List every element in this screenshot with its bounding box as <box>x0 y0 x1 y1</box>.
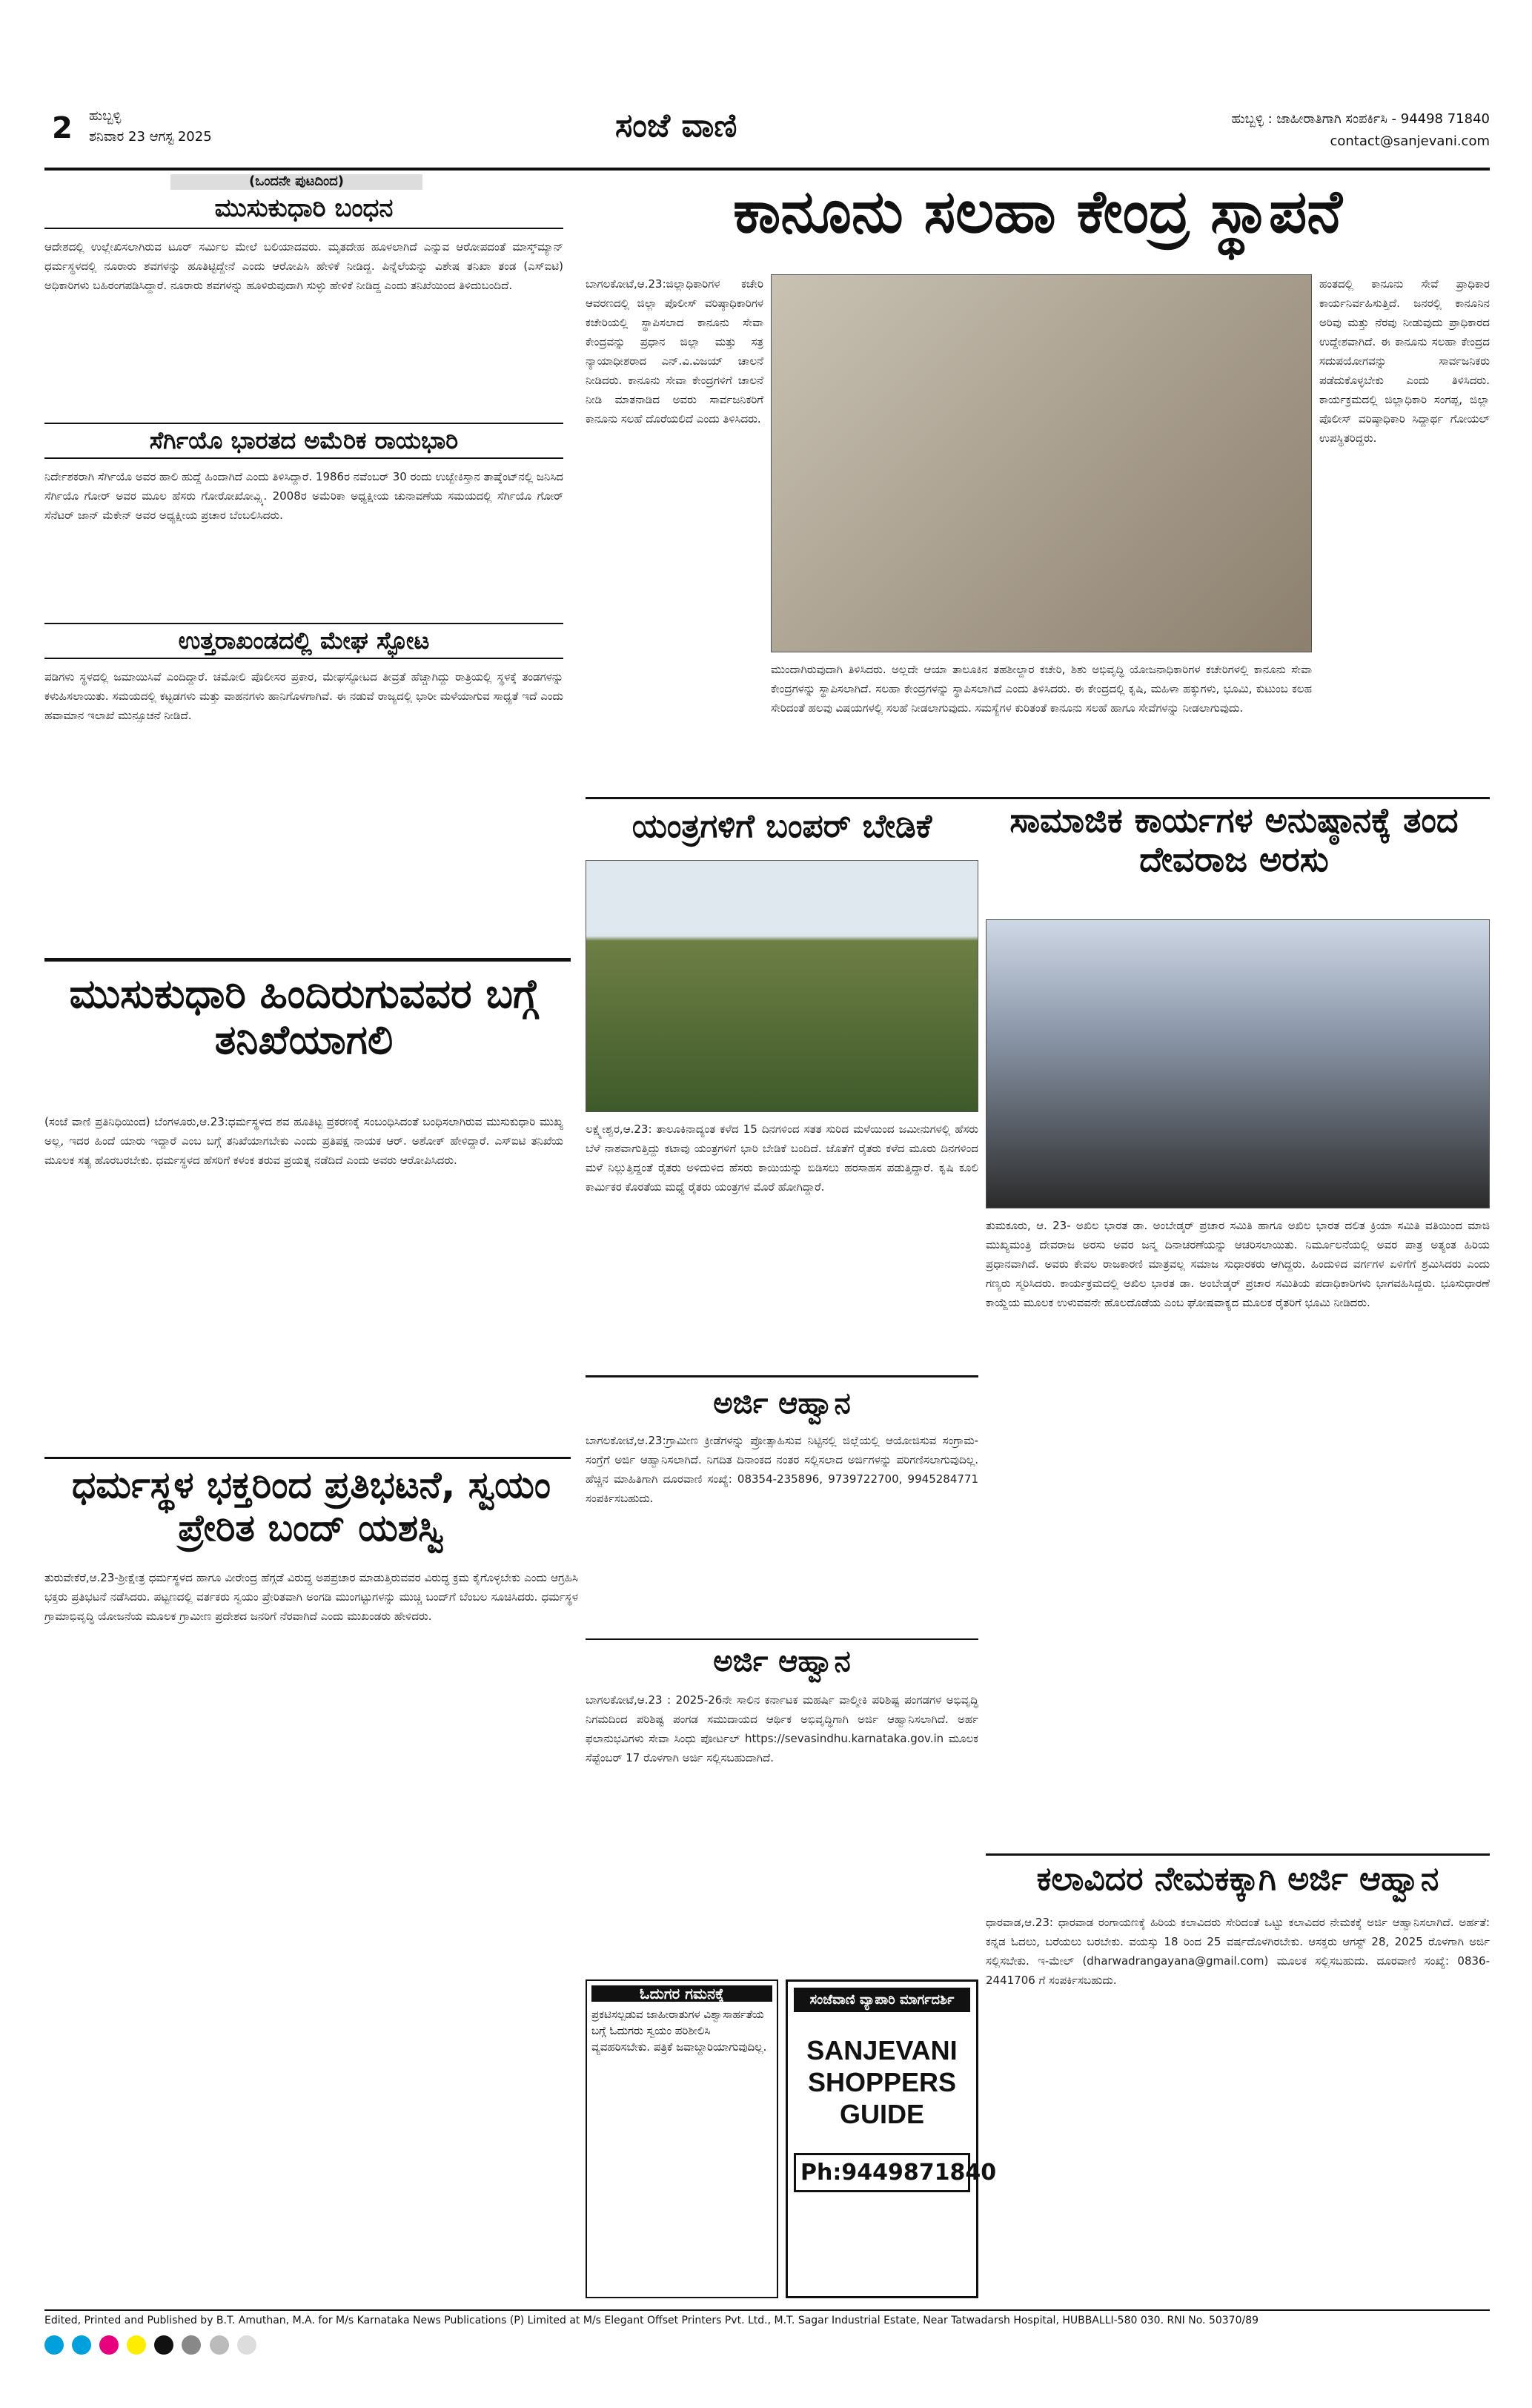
article-uttarakhand-cloudburst: ಪಡಿಗಳು ಸ್ಥಳದಲ್ಲಿ ಜಮಾಯಿಸಿವೆ ಎಂದಿದ್ದಾರೆ. ಚಮೋಲಿ ಪೊಲೀಸರ ಪ್ರಕಾರ, ಮೇಘಸ್ಫೋಟದ ತೀವ್ರತೆ ಹೆಚ್ಚಾಗಿದ್ದು ರಾತ್ರಿಯಲ್ಲಿ ಸ್ಥಳಕ್ಕೆ ತಂಡಗಳನ್ನು ಕಳುಹಿಸಲಾಯಿತು. ಸಮಯದಲ್ಲಿ ಕಟ್ಟಡಗಳು ಮತ್ತು ವಾಹನಗಳು ಹಾನಿಗೊಳಗಾಗಿವೆ. ಈ ನಡುವೆ ರಾಜ್ಯದಲ್ಲಿ ಭಾರೀ ಮಳೆಯಾಗುವ ಸಾಧ್ಯತೆ ಇದೆ ಎಂದು ಹವಾಮಾನ ಇಲಾಖೆ ಮುನ್ಸೂಚನೆ ನೀಡಿದೆ. <box>44 670 563 722</box>
divider <box>586 797 1490 799</box>
headline-artist-recruitment: ಕಲಾವಿದರ ನೇಮಕಕ್ಕಾಗಿ ಅರ್ಜಿ ಆಹ್ವಾನ <box>1036 1860 1439 1898</box>
headline-machine-demand: ಯಂತ್ರಗಳಿಗೆ ಬಂಪರ್ ಬೇಡಿಕೆ <box>631 807 932 845</box>
article-dharmasthala-protest: ತುರುವೇಕೆರೆ,ಆ.23-ಶ್ರೀಕ್ಷೇತ್ರ ಧರ್ಮಸ್ಥಳದ ಹಾಗೂ ವೀರೇಂದ್ರ ಹೆಗ್ಗಡೆ ವಿರುದ್ಧ ಅಪಪ್ರಚಾರ ಮಾಡುತ್ತಿರುವವರ ವಿರುದ್ಧ ಕ್ರಮ ಕೈಗೊಳ್ಳಬೇಕು ಎಂದು ಆಗ್ರಹಿಸಿ ಭಕ್ತರು ಪ್ರತಿಭಟನೆ ನಡೆಸಿದರು. ಪಟ್ಟಣದಲ್ಲಿ ವರ್ತಕರು ಸ್ವಯಂ ಪ್ರೇರಿತವಾಗಿ ಅಂಗಡಿ ಮುಂಗಟ್ಟುಗಳನ್ನು ಮುಚ್ಚಿ ಬಂದ್‌ಗೆ ಬೆಂಬಲ ಸೂಚಿಸಿದರು. ಧರ್ಮಸ್ಥಳ ಗ್ರಾಮಾಭಿವೃದ್ಧಿ ಯೋಜನೆಯ ಮೂಲಕ ಗ್ರಾಮೀಣ ಪ್ರದೇಶದ ಜನರಿಗೆ ನೆರವಾಗಿದೆ ಎಂದು ಮುಖಂಡರು ಹೇಳಿದರು. <box>44 1571 578 1623</box>
color-dot <box>99 2335 119 2355</box>
city-label: ಹುಬ್ಬಳ್ಳಿ <box>89 108 122 124</box>
headline-application-invite-2: ಅರ್ಜಿ ಆಹ್ವಾನ <box>586 1638 978 1678</box>
headline-uttarakhand-cloudburst: ಉತ್ತರಾಖಂಡದಲ್ಲಿ ಮೇಘ ಸ್ಫೋಟ <box>44 623 563 659</box>
shoppers-guide-title: SANJEVANI SHOPPERS GUIDE <box>806 2035 958 2130</box>
color-dot <box>237 2335 256 2355</box>
shoppers-guide-phone: Ph:9449871840 <box>794 2153 970 2192</box>
registration-marks <box>44 2335 1490 2365</box>
article-machine-demand: ಲಕ್ಷ್ಮೇಶ್ವರ,ಆ.23: ತಾಲೂಕಿನಾದ್ಯಂತ ಕಳೆದ 15 ದಿನಗಳಿಂದ ಸತತ ಸುರಿದ ಮಳೆಯಿಂದ ಜಮೀನುಗಳಲ್ಲಿ ಹೆಸರು ಬೆಳೆ ನಾಶವಾಗುತ್ತಿದ್ದು ಕಟಾವು ಯಂತ್ರಗಳಿಗೆ ಭಾರಿ ಬೇಡಿಕೆ ಬಂದಿದೆ. ಜೊತೆಗೆ ರೈತರು ಕಳೆದ ಮೂರು ದಿನಗಳಿಂದ ಮಳೆ ನಿಲ್ಲುತ್ತಿದ್ದಂತೆ ರೈತರು ಅಳಿದುಳಿದ ಹೆಸರು ಕಾಯಿಯನ್ನು ಬಿಡಿಸಲು ಹರಸಾಹಸ ಪಡುತ್ತಿದ್ದಾರೆ. ಕೃಷಿ ಕೂಲಿ ಕಾರ್ಮಿಕರ ಕೊರತೆಯ ಮಧ್ಯೆ ರೈತರು ಯಂತ್ರಗಳ ಮೊರೆ ಹೋಗಿದ್ದಾರೆ. <box>586 1122 978 1194</box>
shoppers-guide-ad <box>786 1979 997 2298</box>
readers-notice-box <box>586 1979 778 2298</box>
imprint-footer: Edited, Printed and Published by B.T. Amuthan, M.A. for M/s Karnataka News Publications (P) Limited at M/s Elegant Offset Printers Pvt. Ltd., M.T. Sagar Industrial Estate, Near Tatwadarsh Hospital, HUBBALLI-580 030. RNI No. 50370/89 <box>44 2309 1490 2332</box>
article-investigate-backers: (ಸಂಜೆ ವಾಣಿ ಪ್ರತಿನಿಧಿಯಿಂದ) ಬೆಂಗಳೂರು,ಆ.23:ಧರ್ಮಸ್ಥಳದ ಶವ ಹೂತಿಟ್ಟ ಪ್ರಕರಣಕ್ಕೆ ಸಂಬಂಧಿಸಿದಂತೆ ಬಂಧಿಸಲಾಗಿರುವ ಮುಸುಕುಧಾರಿ ಮುಖ್ಯ ಅಲ್ಲ, ಇದರ ಹಿಂದೆ ಯಾರು ಇದ್ದಾರೆ ಎಂಬ ಬಗ್ಗೆ ತನಿಖೆಯಾಗಬೇಕು ಎಂದು ಪ್ರತಿಪಕ್ಷ ನಾಯಕ ಆರ್. ಅಶೋಕ್ ಹೇಳಿದ್ದಾರೆ. ಎಸ್‌ಐಟಿ ತನಿಖೆಯ ಮೂಲಕ ಸತ್ಯ ಹೊರಬರಬೇಕು. ಧರ್ಮಸ್ಥಳದ ಹೆಸರಿಗೆ ಕಳಂಕ ತರುವ ಪ್ರಯತ್ನ ನಡೆದಿದೆ ಎಂದು ಅವರು ಆರೋಪಿಸಿದರು. <box>44 1115 563 1167</box>
color-dot <box>72 2335 91 2355</box>
headline-devaraj-urs: ಸಾಮಾಜಿಕ ಕಾರ್ಯಗಳ ಅನುಷ್ಠಾನಕ್ಕೆ ತಂದ ದೇವರಾಜ ಅರಸು <box>1009 800 1459 879</box>
headline-dharmasthala-protest: ಧರ್ಮಸ್ಥಳ ಭಕ್ತರಿಂದ ಪ್ರತಿಭಟನೆ, ಸ್ವಯಂ ಪ್ರೇರಿತ ಬಂದ್ ಯಶಸ್ವಿ <box>71 1463 551 1549</box>
notice-artist-recruitment: ಧಾರವಾಡ,ಆ.23: ಧಾರವಾಡ ರಂಗಾಯಣಕ್ಕೆ ಹಿರಿಯ ಕಲಾವಿದರು ಸೇರಿದಂತೆ ಒಟ್ಟು ಕಲಾವಿದರ ನೇಮಕಕ್ಕೆ ಅರ್ಜಿ ಆಹ್ವಾನಿಸಲಾಗಿದೆ. ಅರ್ಹತೆ: ಕನ್ನಡ ಓದಲು, ಬರೆಯಲು ಬರಬೇಕು. ವಯಸ್ಸು 18 ರಿಂದ 25 ವರ್ಷದೊಳಗಿರಬೇಕು. ಆಸಕ್ತರು ಆಗಸ್ಟ್ 28, 2025 ರೊಳಗಾಗಿ ಅರ್ಜಿ ಸಲ್ಲಿಸಬೇಕು. ಇ-ಮೇಲ್ (dharwadrangayana@gmail.com) ಮೂಲಕ ಸಲ್ಲಿಸಬಹುದು. ದೂರವಾಣಿ ಸಂಖ್ಯೆ: 0836-2441706 ಗೆ ಸಂಪರ್ಕಿಸಬಹುದು. <box>986 1916 1490 1987</box>
masthead: ಸಂಜೆ ವಾಣಿ <box>615 107 737 145</box>
headline-masked-man-arrest: ಮುಸುಕುಧಾರಿ ಬಂಧನ <box>44 194 563 229</box>
article-legal-center-c: ಮುಂದಾಗಿರುವುದಾಗಿ ತಿಳಿಸಿದರು. ಅಲ್ಲದೇ ಆಯಾ ತಾಲೂಕಿನ ತಹಶೀಲ್ದಾರ ಕಚೇರಿ, ಶಿಶು ಅಭಿವೃದ್ಧಿ ಯೋಜನಾಧಿಕಾರಿಗಳ ಕಚೇರಿಗಳಲ್ಲಿ ಕಾನೂನು ಸೇವಾ ಕೇಂದ್ರಗಳನ್ನು ಸ್ಥಾಪಿಸಲಾಗಿದೆ. ಸಲಹಾ ಕೇಂದ್ರಗಳನ್ನು ಸ್ಥಾಪಿಸಲಾಗಿದೆ ಎಂದು ತಿಳಿಸಿದರು. ಈ ಕೇಂದ್ರದಲ್ಲಿ ಕೃಷಿ, ಮಹಿಳಾ ಹಕ್ಕುಗಳು, ಭೂಮಿ, ಕುಟುಂಬ ಕಲಹ ಸೇರಿದಂತೆ ಹಲವು ವಿಷಯಗಳಲ್ಲಿ ಸಲಹೆ ನೀಡಲಾಗುವುದು. ಸಮಸ್ಯೆಗಳ ಕುರಿತಂತೆ ಕಾನೂನು ಸಲಹೆ ಹಾಗೂ ಸೇವೆಗಳನ್ನು ನೀಡಲಾಗುವುದು. <box>771 663 1312 715</box>
date-label: ಶನಿವಾರ 23 ಆಗಸ್ಟ 2025 <box>89 129 212 145</box>
photo-ribbon-cutting <box>771 274 1312 652</box>
divider <box>986 1853 1490 1856</box>
readers-notice-title: ಓದುಗರ ಗಮನಕ್ಕೆ <box>591 1985 772 2002</box>
color-dot <box>210 2335 229 2355</box>
ad-contact: ಹುಬ್ಬಳ್ಳಿ : ಜಾಹೀರಾತಿಗಾಗಿ ಸಂಪರ್ಕಿಸಿ - 94498 71840 <box>1231 111 1490 127</box>
headline-legal-center: ಕಾನೂನು ಸಲಹಾ ಕೇಂದ್ರ ಸ್ಥಾಪನೆ <box>733 177 1342 246</box>
email-link[interactable]: contact@sanjevani.com <box>1330 133 1490 149</box>
continued-tag: (ಒಂದನೇ ಪುಟದಿಂದ) <box>170 174 422 190</box>
color-dot <box>154 2335 173 2355</box>
article-legal-center-a: ಬಾಗಲಕೋಟೆ,ಆ.23:ಜಿಲ್ಲಾಧಿಕಾರಿಗಳ ಕಚೇರಿ ಆವರಣದಲ್ಲಿ ಜಿಲ್ಲಾ ಪೊಲೀಸ್ ವರಿಷ್ಠಾಧಿಕಾರಿಗಳ ಕಚೇರಿಯಲ್ಲಿ ಸ್ಥಾಪಿಸಲಾದ ಕಾನೂನು ಸೇವಾ ಕೇಂದ್ರವನ್ನು ಪ್ರಧಾನ ಜಿಲ್ಲಾ ಮತ್ತು ಸತ್ರ ನ್ಯಾಯಾಧೀಶರಾದ ಎನ್.ವಿ.ವಿಜಯ್ ಚಾಲನೆ ನೀಡಿದರು. ಕಾನೂನು ಸೇವಾ ಕೇಂದ್ರಗಳಿಗೆ ಚಾಲನೆ ನೀಡಿ ಮಾತನಾಡಿದ ಅವರು ಸಾರ್ವಜನಿಕರಿಗೆ ಕಾನೂನು ಸಲಹೆ ದೊರೆಯಲಿದೆ ಎಂದು ತಿಳಿಸಿದರು. <box>586 277 763 426</box>
article-legal-center-b: ಹಂತದಲ್ಲಿ ಕಾನೂನು ಸೇವೆ ಪ್ರಾಧಿಕಾರ ಕಾರ್ಯನಿರ್ವಹಿಸುತ್ತಿದೆ. ಜನರಲ್ಲಿ ಕಾನೂನಿನ ಅರಿವು ಮತ್ತು ನೆರವು ನೀಡುವುದು ಪ್ರಾಧಿಕಾರದ ಉದ್ದೇಶವಾಗಿದೆ. ಈ ಕಾನೂನು ಸಲಹಾ ಕೇಂದ್ರದ ಸದುಪಯೋಗವನ್ನು ಸಾರ್ವಜನಿಕರು ಪಡೆದುಕೊಳ್ಳಬೇಕು ಎಂದು ತಿಳಿಸಿದರು. ಕಾರ್ಯಕ್ರಮದಲ್ಲಿ ಜಿಲ್ಲಾಧಿಕಾರಿ ಸಂಗಪ್ಪ, ಜಿಲ್ಲಾ ಪೊಲೀಸ್ ವರಿಷ್ಠಾಧಿಕಾರಿ ಸಿದ್ದಾರ್ಥ ಗೋಯಲ್ ಉಪಸ್ಥಿತರಿದ್ದರು. <box>1319 277 1490 445</box>
color-dot <box>127 2335 146 2355</box>
divider <box>44 1457 571 1459</box>
color-dot <box>182 2335 201 2355</box>
headline-investigate-backers: ಮುಸುಕುಧಾರಿ ಹಿಂದಿರುಗುವವರ ಬಗ್ಗೆ ತನಿಖೆಯಾಗಲಿ <box>69 970 539 1064</box>
article-masked-man-arrest: ಆದೇಶದಲ್ಲಿ ಉಲ್ಲೇಖಿಸಲಾಗಿರುವ ಟೂರ್ ಸರ್ಮಿಲ ಮೇಲೆ ಬಲಿಯಾದವರು. ಮೃತದೇಹ ಹೂಳಲಾಗಿದೆ ಎನ್ನುವ ಆರೋಪದಂತೆ ಮಾಸ್ಕ್‌ಮ್ಯಾನ್ ಧರ್ಮಸ್ಥಳದಲ್ಲಿ ನೂರಾರು ಶವಗಳನ್ನು ಹೂತಿಟ್ಟಿದ್ದೇನೆ ಎಂದು ಆರೋಪಿಸಿ ಹೇಳಿಕೆ ನೀಡಿದ್ದ. ಪಿನ್ನೆಲೆಯನ್ನು ವಿಶೇಷ ತನಿಖಾ ತಂಡ (ಎಸ್‌ಐಟಿ) ಅಧಿಕಾರಿಗಳು ಬಹಿರಂಗಪಡಿಸಿದ್ದಾರೆ. ನೂರಾರು ಶವಗಳನ್ನು ಹೂಳಿರುವುದಾಗಿ ಸುಳ್ಳು ಹೇಳಿಕೆ ನೀಡಿದ್ದ ಎಂದು ತನಿಖೆಯಿಂದ ತಿಳಿದುಬಂದಿದೆ. <box>44 240 563 292</box>
page-header <box>44 104 1490 171</box>
notice-application-1: ಬಾಗಲಕೋಟೆ,ಆ.23:ಗ್ರಾಮೀಣ ಕ್ರೀಡೆಗಳನ್ನು ಪ್ರೋತ್ಸಾಹಿಸುವ ನಿಟ್ಟಿನಲ್ಲಿ ಜಿಲ್ಲೆಯಲ್ಲಿ ಆಯೋಜಿಸುವ ಸಂಗ್ರಾಮ-ಸಂಗ್ರೆಗೆ ಅರ್ಜಿ ಆಹ್ವಾನಿಸಲಾಗಿದೆ. ನಿಗದಿತ ದಿನಾಂಕದ ನಂತರ ಸಲ್ಲಿಸಲಾದ ಅರ್ಜಿಗಳನ್ನು ಪರಿಗಣಿಸಲಾಗುವುದಿಲ್ಲ. ಹೆಚ್ಚಿನ ಮಾಹಿತಿಗಾಗಿ ದೂರವಾಣಿ ಸಂಖ್ಯೆ: 08354-235896, 9739722700, 9945284771 ಸಂಪರ್ಕಿಸಬಹುದು. <box>586 1434 978 1505</box>
divider <box>586 1375 978 1377</box>
readers-notice-text: ಪ್ರಕಟಿಸಲ್ಪಡುವ ಜಾಹೀರಾತುಗಳ ವಿಶ್ವಾಸಾರ್ಹತೆಯ ಬಗ್ಗೆ ಓದುಗರು ಸ್ವಯಂ ಪರಿಶೀಲಿಸಿ ವ್ಯವಹರಿಸಬೇಕು. ಪತ್ರಿಕೆ ಜವಾಬ್ದಾರಿಯಾಗುವುದಿಲ್ಲ. <box>591 2008 767 2054</box>
headline-application-invite-1: ಅರ್ಜಿ ಆಹ್ವಾನ <box>713 1386 851 1420</box>
page-number: 2 <box>52 111 73 145</box>
photo-group-event <box>986 919 1490 1208</box>
article-devaraj-urs: ತುಮಕೂರು, ಆ. 23- ಅಖಿಲ ಭಾರತ ಡಾ. ಅಂಬೇಡ್ಕರ್ ಪ್ರಚಾರ ಸಮಿತಿ ಹಾಗೂ ಅಖಿಲ ಭಾರತ ದಲಿತ ಕ್ರಿಯಾ ಸಮಿತಿ ವತಿಯಿಂದ ಮಾಜಿ ಮುಖ್ಯಮಂತ್ರಿ ದೇವರಾಜ ಅರಸು ಅವರ ಜನ್ಮ ದಿನಾಚರಣೆಯನ್ನು ಆಚರಿಸಲಾಯಿತು. ನಿರ್ಮೂಲನೆಯಲ್ಲಿ ಅವರ ಪಾತ್ರ ಅತ್ಯಂತ ಹಿರಿಯ ಪ್ರಧಾನವಾಗಿದೆ. ಅವರು ಕೇವಲ ರಾಜಕಾರಣಿ ಮಾತ್ರವಲ್ಲ ಸಮಾಜ ಸುಧಾರಕರು ಆಗಿದ್ದರು. ಹಿಂದುಳಿದ ವರ್ಗಗಳ ಏಳಿಗೆಗೆ ಶ್ರಮಿಸಿದರು ಎಂದು ಗಣ್ಯರು ಸ್ಮರಿಸಿದರು. ಕಾರ್ಯಕ್ರಮದಲ್ಲಿ ಅಖಿಲ ಭಾರತ ಡಾ. ಅಂಬೇಡ್ಕರ್ ಪ್ರಚಾರ ಸಮಿತಿಯ ಪದಾಧಿಕಾರಿಗಳು ಭಾಗವಹಿಸಿದ್ದರು. ಭೂಸುಧಾರಣೆ ಕಾಯ್ದೆಯ ಮೂಲಕ ಉಳುವವನೇ ಹೊಲದೊಡೆಯ ಎಂಬ ಘೋಷವಾಕ್ಯದ ಮೂಲಕ ರೈತರಿಗೆ ಭೂಮಿ ನೀಡಿದರು. <box>986 1219 1490 1309</box>
shoppers-guide-kannada: ಸಂಜೆವಾಣಿ ವ್ಯಾಪಾರಿ ಮಾರ್ಗದರ್ಶಿ <box>794 1988 970 2012</box>
article-sergio-ambassador: ನಿರ್ದೇಶಕರಾಗಿ ಸೆರ್ಗಿಯೊ ಅವರ ಹಾಲಿ ಹುದ್ದೆ ಹಿಂದಾಗಿದೆ ಎಂದು ತಿಳಿಸಿದ್ದಾರೆ. 1986ರ ನವೆಂಬರ್ 30 ರಂದು ಉಜ್ಬೇಕಿಸ್ತಾನ ತಾಷ್ಕೆಂಟ್‌ನಲ್ಲಿ ಜನಿಸಿದ ಸೆರ್ಗಿಯೊ ಗೋರ್ ಅವರ ಮೂಲ ಹೆಸರು ಗೋರೋಖೋವ್ಸ್ಕಿ. 2008ರ ಅಮೆರಿಕಾ ಅಧ್ಯಕ್ಷೀಯ ಚುನಾವಣೆಯ ಸಮಯದಲ್ಲಿ ಸೆರ್ಗಿಯೊ ಗೋರ್ ಸೆನೆಟರ್ ಜಾನ್ ಮೆಕೇನ್ ಅವರ ಅಧ್ಯಕ್ಷೀಯ ಪ್ರಚಾರ ಬೆಂಬಲಿಸಿದರು. <box>44 470 563 522</box>
headline-sergio-ambassador: ಸೆರ್ಗಿಯೊ ಭಾರತದ ಅಮೆರಿಕ ರಾಯಭಾರಿ <box>44 423 563 459</box>
divider <box>44 958 571 962</box>
notice-application-2: ಬಾಗಲಕೋಟೆ,ಆ.23 : 2025-26ನೇ ಸಾಲಿನ ಕರ್ನಾಟಕ ಮಹರ್ಷಿ ವಾಲ್ಮೀಕಿ ಪರಿಶಿಷ್ಟ ಪಂಗಡಗಳ ಅಭಿವೃದ್ಧಿ ನಿಗಮದಿಂದ ಪರಿಶಿಷ್ಟ ಪಂಗಡ ಸಮುದಾಯದ ಆರ್ಥಿಕ ಅಭಿವೃದ್ಧಿಗಾಗಿ ಅರ್ಜಿ ಆಹ್ವಾನಿಸಲಾಗಿದೆ. ಅರ್ಹ ಫಲಾನುಭವಿಗಳು ಸೇವಾ ಸಿಂಧು ಪೋರ್ಟಲ್ https://sevasindhu.karnataka.gov.in ಮೂಲಕ ಸೆಪ್ಟೆಂಬರ್ 17 ರೊಳಗಾಗಿ ಅರ್ಜಿ ಸಲ್ಲಿಸಬಹುದಾಗಿದೆ. <box>586 1693 978 1764</box>
color-dot <box>44 2335 64 2355</box>
photo-harvester <box>586 860 978 1112</box>
